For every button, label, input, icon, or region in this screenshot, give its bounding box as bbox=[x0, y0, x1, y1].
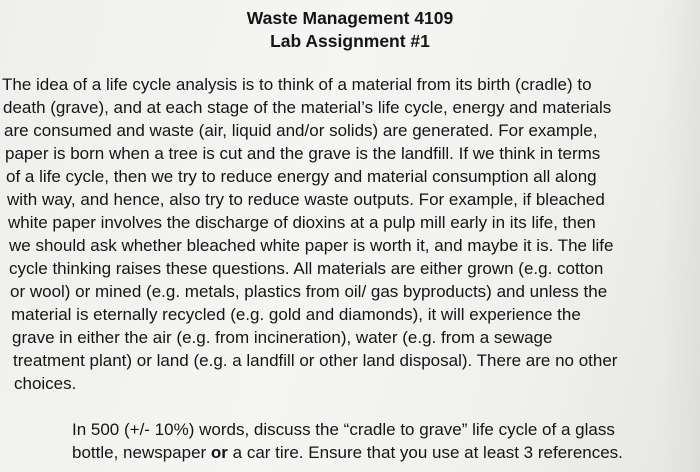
paragraph-line-1: The idea of a life cycle analysis is to think of a material from its birth (cradle) to bbox=[2, 75, 592, 94]
paragraph-line-8: we should ask whether bleached white paper is worth it, and maybe it is. The life bbox=[9, 236, 614, 255]
paragraph-line-13: treatment plant) or land (e.g. a landfill or other land disposal). There are no other bbox=[13, 351, 618, 370]
question-text-before: bottle, newspaper bbox=[72, 443, 211, 462]
question-line-2 bbox=[72, 442, 623, 464]
paragraph-line-6: with way, and hence, also try to reduce waste outputs. For example, if bleached bbox=[7, 190, 605, 209]
paragraph-line-9: cycle thinking raises these questions. All materials are either grown (e.g. cotton bbox=[9, 259, 604, 278]
paragraph-line-14: choices. bbox=[14, 374, 77, 393]
paragraph-line-3: are consumed and waste (air, liquid and/or solids) are generated. For example, bbox=[4, 121, 598, 140]
paragraph-line-12: grave in either the air (e.g. from incineration), water (e.g. from a sewage bbox=[12, 328, 553, 347]
paragraph-line-10: or wool) or mined (e.g. metals, plastics from oil/ gas byproducts) and unless the bbox=[10, 282, 608, 301]
question-emphasis-or: or bbox=[210, 443, 228, 462]
paragraph-line-11: material is eternally recycled (e.g. gold and diamonds), it will experience the bbox=[11, 305, 581, 324]
question-text-after: a car tire. Ensure that you use at least 3 references. bbox=[227, 443, 623, 462]
assignment-title: Lab Assignment #1 bbox=[270, 31, 430, 51]
question-line-1: In 500 (+/- 10%) words, discuss the “cradle to grave” life cycle of a glass bbox=[72, 420, 615, 439]
paragraph-line-5: of a life cycle, then we try to reduce energy and material consumption all along bbox=[6, 167, 597, 186]
course-title: Waste Management 4109 bbox=[246, 8, 454, 28]
paragraph-line-7: white paper involves the discharge of dioxins at a pulp mill early in its life, then bbox=[8, 213, 596, 232]
paragraph-line-2: death (grave), and at each stage of the material’s life cycle, energy and materials bbox=[3, 98, 612, 117]
page-shadow bbox=[660, 0, 700, 472]
paragraph-line-4: paper is born when a tree is cut and the grave is the landfill. If we think in terms bbox=[5, 144, 601, 163]
